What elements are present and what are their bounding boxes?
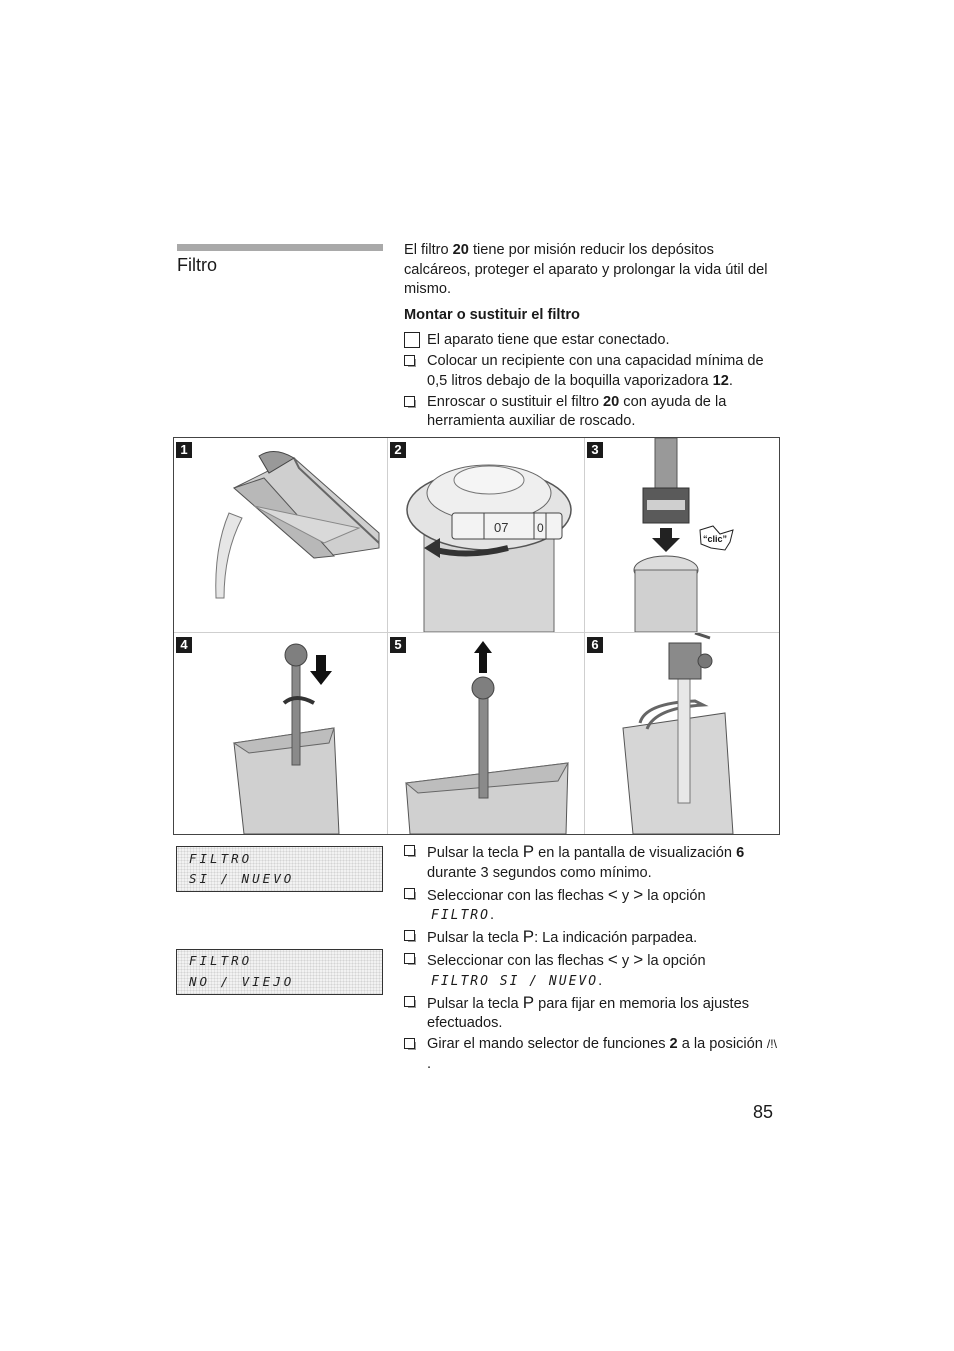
list-item (404, 993, 779, 1034)
bullet-icon (404, 355, 415, 366)
panel-number: 4 (176, 637, 192, 653)
step-text: y (617, 887, 634, 904)
clic-label: “clic” (703, 534, 728, 544)
key-p: P (522, 927, 535, 946)
list-item (404, 1035, 779, 1074)
dial-digit: 0 (537, 521, 544, 535)
key-p: P (522, 842, 535, 861)
step-text: la opción (643, 887, 706, 904)
list-item (404, 927, 779, 949)
dial-readout: 07 (494, 520, 509, 535)
step-text: Pulsar la tecla (427, 995, 523, 1012)
key-p: P (522, 992, 535, 1012)
down-arrow-icon (310, 655, 332, 685)
step-text-end: : La indicación parpadea. (534, 930, 698, 946)
step-text: la opción (643, 953, 706, 969)
list-item-text: Enroscar o sustituir el filtro (427, 393, 603, 410)
step-text-end: durante 3 segundos como mínimo. (427, 864, 652, 881)
panel-1 (174, 438, 387, 632)
list-item (404, 885, 779, 926)
lcd-option-text: FILTRO (431, 908, 490, 923)
bullet-icon (404, 888, 415, 899)
panel-6 (585, 633, 779, 834)
step-text-end: . (598, 972, 603, 989)
section-title: Filtro (177, 255, 217, 275)
list-item (404, 352, 779, 391)
bullet-icon (404, 845, 415, 856)
up-arrow-icon (474, 641, 492, 673)
panel-5 (388, 633, 584, 834)
screw-filter-in-tank-illustration (174, 633, 387, 834)
panel-2 (388, 438, 584, 632)
list-item (404, 842, 779, 883)
step-text: a la posición (677, 1036, 767, 1052)
section-heading-bar (177, 244, 383, 251)
panel-divider (174, 632, 779, 633)
panel-number: 5 (390, 637, 406, 653)
bullet-icon (404, 996, 415, 1007)
fill-water-tank-illustration (174, 438, 387, 632)
list-item (404, 393, 779, 432)
panel-divider (387, 438, 388, 834)
set-filter-date-illustration (388, 438, 584, 632)
key-left-arrow: < (607, 884, 618, 904)
tank-with-filter-illustration (585, 633, 779, 834)
display-line-1: FILTRO (189, 851, 253, 866)
page-number: 85 (753, 1102, 774, 1122)
panel-number: 1 (176, 442, 192, 458)
display-ref: 6 (736, 845, 745, 861)
key-left-arrow: < (607, 950, 618, 969)
display-filtro-no-viejo (176, 949, 383, 995)
filter-installation-figure (173, 437, 780, 835)
down-arrow-icon (652, 528, 680, 552)
nozzle-ref: 12 (712, 372, 729, 389)
step-text-end: . (427, 1055, 432, 1072)
filter-activation-steps (404, 842, 779, 1076)
display-line-2: NO / VIEJO (189, 974, 295, 989)
display-filtro-si-nuevo (176, 846, 383, 892)
intro-text-end: tiene por misión reducir los depósitos calcáreos, proteger el aparato y prolongar la vida útil del mismo. (404, 242, 768, 297)
panel-divider (584, 438, 585, 834)
list-item-text: El aparato tiene que estar conectado. (427, 332, 670, 348)
step-text-end: . (489, 907, 495, 923)
mount-subheading: Montar o sustituir el filtro (404, 307, 580, 323)
panel-4 (174, 633, 387, 834)
step-text: y (617, 953, 634, 969)
list-item-text-end: . (728, 372, 733, 389)
lcd-option-text: FILTRO SI / NUEVO (431, 973, 599, 989)
intro-paragraph (404, 241, 779, 300)
key-right-arrow: > (633, 884, 644, 904)
display-line-2: SI / NUEVO (189, 871, 295, 886)
list-item (404, 331, 779, 351)
steam-position-icon: /!\ (766, 1037, 777, 1051)
checkbox-icon (404, 332, 420, 348)
bullet-icon (404, 930, 415, 941)
mount-steps-list (404, 331, 779, 433)
step-text: Pulsar la tecla (427, 930, 523, 946)
list-item (404, 950, 779, 991)
remove-tool-illustration (388, 633, 584, 834)
attach-filter-tool-illustration (585, 438, 779, 632)
step-text: Seleccionar con las flechas (427, 887, 608, 904)
step-text: Seleccionar con las flechas (427, 953, 608, 969)
key-right-arrow: > (633, 950, 644, 969)
list-item-text: Colocar un recipiente con una capacidad mínima de 0,5 litros debajo de la boquilla vaporizadora (427, 353, 764, 389)
intro-filter-ref: 20 (452, 242, 469, 258)
panel-3 (585, 438, 779, 632)
step-text-end: para fijar en memoria los ajustes efectuados. (427, 995, 750, 1031)
bullet-icon (404, 953, 415, 964)
step-text: Pulsar la tecla (427, 845, 523, 861)
panel-number: 3 (587, 442, 603, 458)
bullet-icon (404, 1038, 415, 1049)
step-text: Girar el mando selector de funciones (427, 1036, 670, 1052)
bullet-icon (404, 396, 415, 407)
selector-ref: 2 (669, 1036, 678, 1052)
intro-text: El filtro (404, 242, 453, 258)
step-text: en la pantalla de visualización (534, 845, 737, 861)
filter-ref: 20 (603, 393, 620, 410)
display-line-1: FILTRO (189, 953, 253, 968)
list-item-text-end: con ayuda de la herramienta auxiliar de roscado. (427, 393, 727, 429)
panel-number: 2 (390, 442, 406, 458)
panel-number: 6 (587, 637, 603, 653)
